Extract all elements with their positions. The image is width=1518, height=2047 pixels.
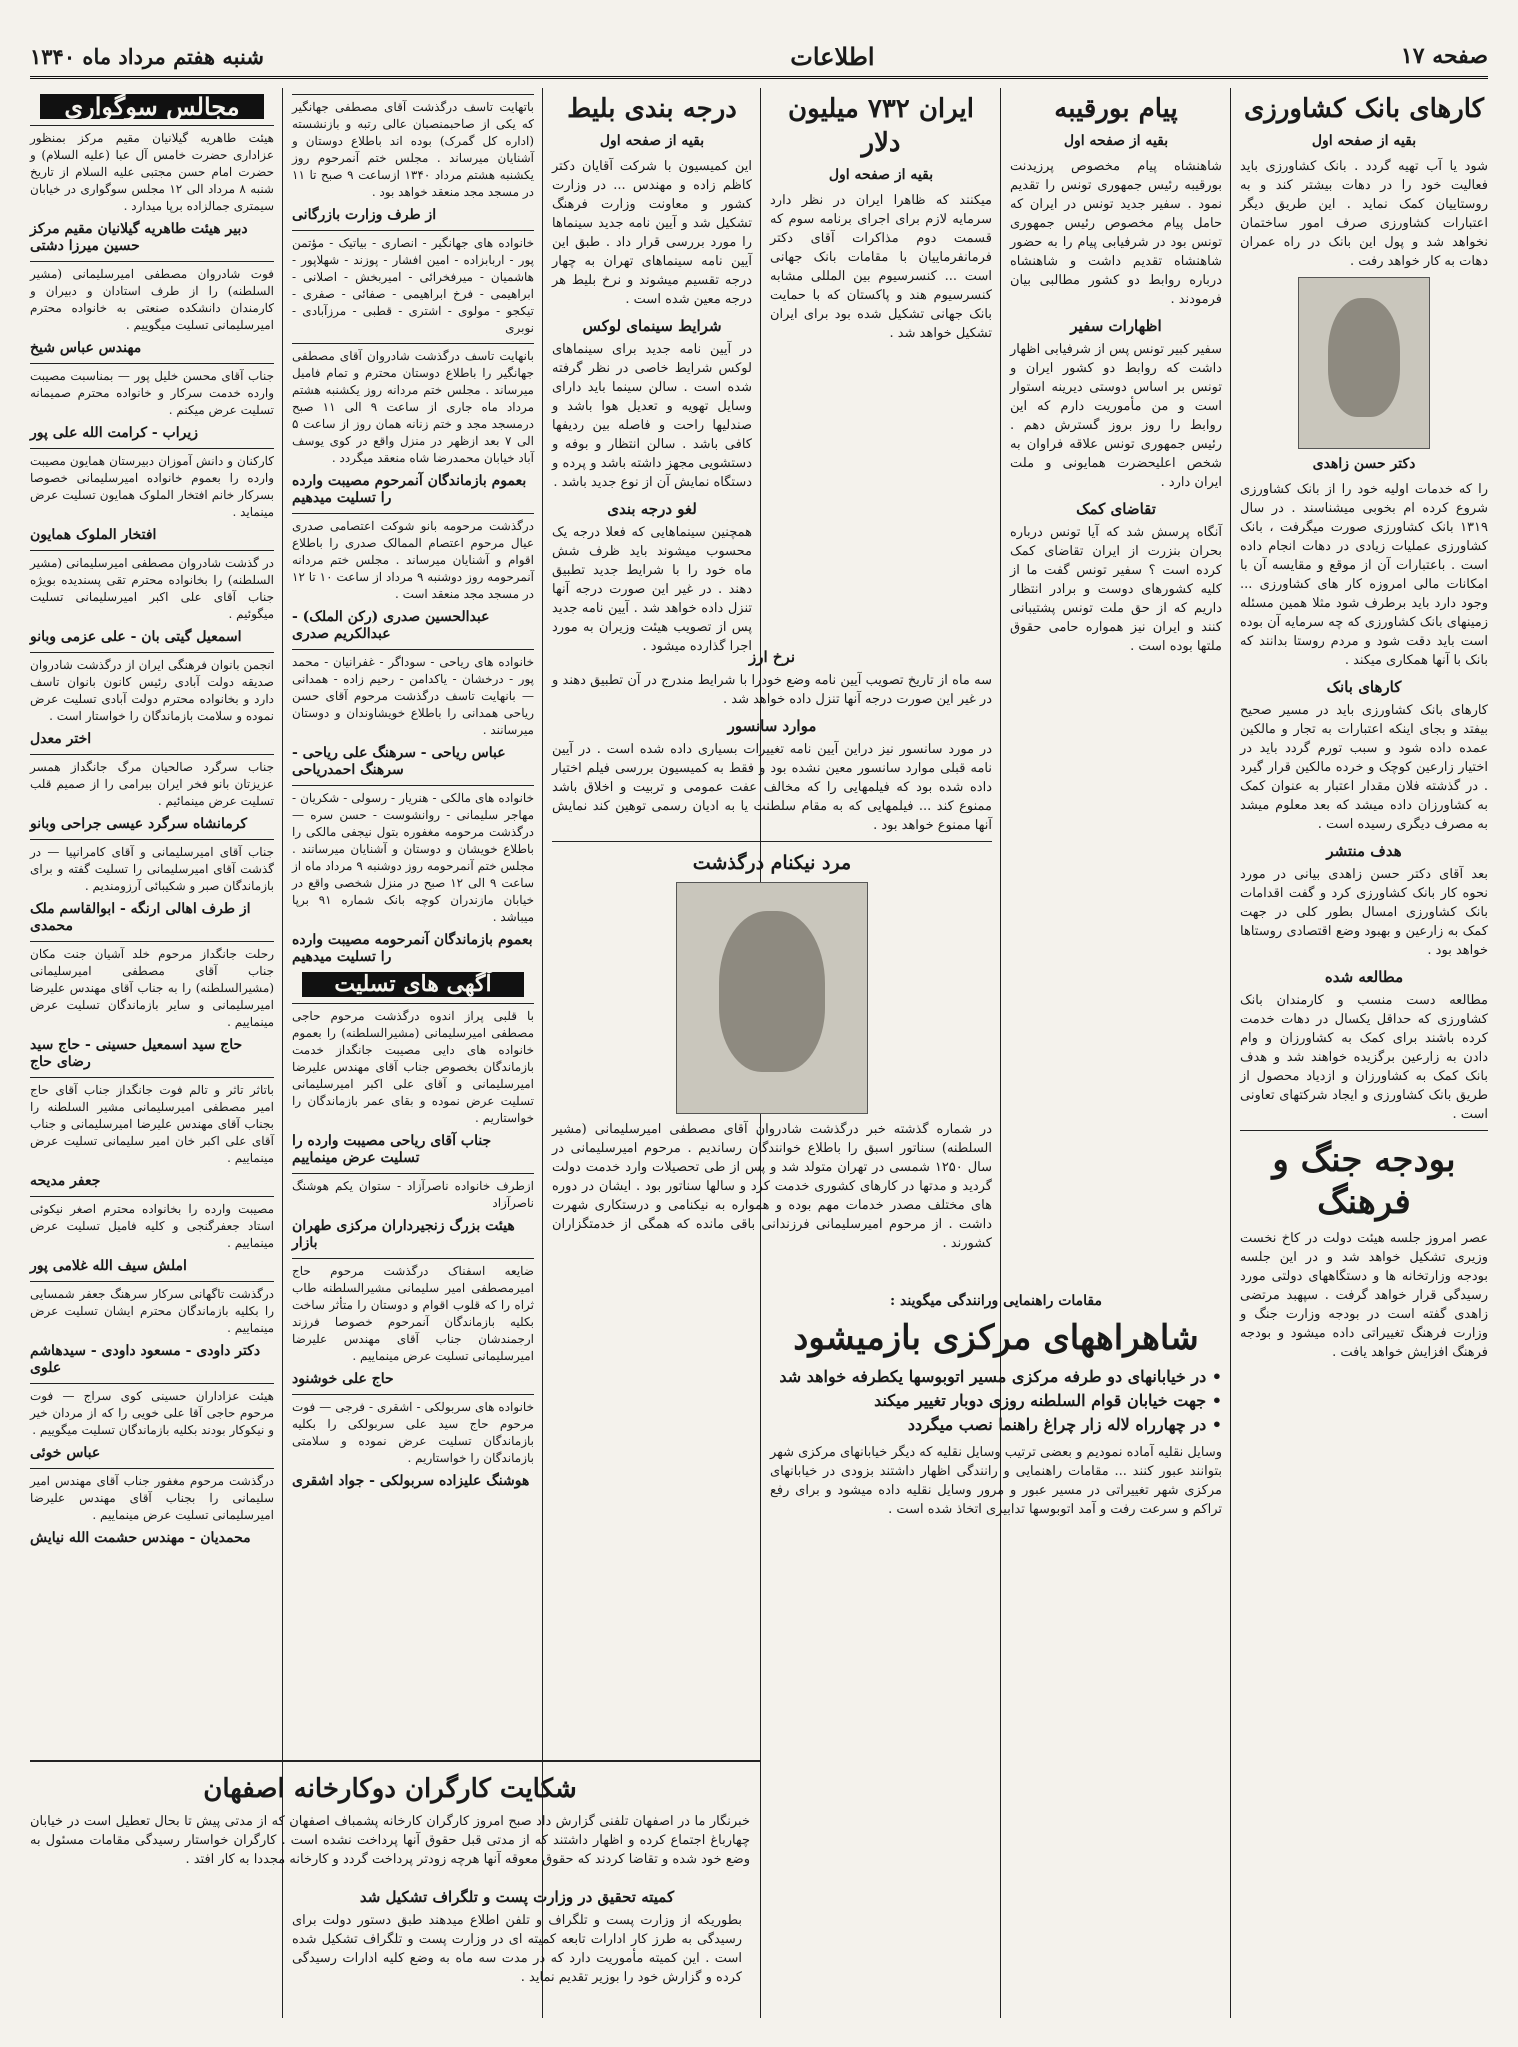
notice-signature: از طرف اهالی ارنگه - ابوالقاسم ملک محمدی: [30, 901, 251, 934]
notice-signature: حاج سید اسمعیل حسینی - حاج سید رضای حاج: [30, 1037, 243, 1070]
notice-text: ضایعه اسفناک درگذشت مرحوم حاج امیرمصطفی امیر سلیمانی مشیرالسلطنه طاب ثراه را که قلوب اقوام و دوستان را متأثر ساخت بکلیه بازماندگان آنمرحوم خصوصا فرزند ارجمندشان جناب آقای مهندس علیرضا امیرسلیمانی تسلیت عرض مینماییم .: [292, 1264, 534, 1363]
notice-text: باتهایت تاسف درگذشت آقای مصطفی جهانگیر که یکی از صاحبمنصبان عالی رتبه و بازنشسته (اداره کل گمرک) بوده اند باطلاع دوستان و آشنایان میرساند . مجلس ختم آنمرحوم روز یکشنبه هشتم مرداد ۱۳۴۰ ازساعت ۹ صبح تا ۱۱ در مسجد مجد منعقد خواهد بود .: [292, 100, 534, 199]
notice-signature: املش سیف الله غلامی پور: [30, 1258, 187, 1274]
notice-signature: هوشنگ علیزاده سربولکی - جواد اشقری: [292, 1473, 530, 1489]
notice-text: جناب آقای محسن خلیل پور — بمناسبت مصیبت وارده خدمت سرکار و خانواده محترم صمیمانه تسلیت عرض میکنم .: [30, 369, 274, 417]
mourning-banner: مجالس سوگواری: [40, 94, 264, 119]
portrait-photo: [1298, 277, 1430, 449]
headline-bourguiba: پیام بورقیبه: [1054, 94, 1178, 124]
headline-budget: بودجه جنگ و فرهنگ: [1272, 1140, 1456, 1222]
article-text: را که خدمات اولیه خود را از بانک کشاورزی شروع کرده ام بخوبی میشناسند . در سال ۱۳۱۹ بانک کشاورزی صورت میگرفت ، بانک کشاورزی عملیات زیادی در دهات انجام داده است . باعتبارات آن از موقع و مقایسه آن با امکانات مالی امروزه کار های کشاورزی ... وجود دارد باید برطرف شود مثلا همین مسئله زمینهای بانک کشاورزی که چه سرمایه آن بوده است باید دقت شود و مردم روستا بدانند که بانک با آنها همکاری میکند .: [1240, 482, 1488, 668]
telegraph-committee-article: [292, 1880, 742, 2020]
notice: [30, 261, 274, 357]
headline-iran-loan: ایران ۷۳۲ میلیون دلار: [788, 94, 974, 158]
article-text: همچنین سینماهایی که فعلا درجه یک محسوب میشوند باید ظرف شش ماه خود را با شرایط جدید تطبیق دهند . در غیر این صورت درجه آنها تنزل داده خواهد شد . آیین نامه جدید پس از تصویب هیئت وزیران به مورد اجرا گذارده میشود .: [552, 525, 752, 654]
traffic-highlight: • در چهارراه لاله زار چراغ راهنما نصب میگردد: [770, 1413, 1222, 1437]
notice-text: انجمن بانوان فرهنگی ایران از درگذشت شادروان صدیقه دولت آبادی رئیس کانون بانوان تاسف دارد و بخانواده محترم دولت آبادی تسلیت عرض نموده و سلامت بازماندگان را خواستار است .: [30, 658, 274, 723]
notice-signature: کرمانشاه سرگرد عیسی جراحی وبانو: [30, 816, 248, 832]
section-divider: [30, 1760, 760, 1762]
headline-traffic: شاهراههای مرکزی بازمیشود: [793, 1318, 1199, 1358]
notice: [292, 649, 534, 779]
notice-text: خانواده های جهانگیر - انصاری - بیاتیک - مؤتمن پور - اربابزاده - امین افشار - پوزند - شهلاپور - هاشمیان - میرفخرائی - امیربخش - اصلانی - ابراهیمی - فرخ ابراهیمی - صفائی - صفری - تیکجو - مولوی - اشتری - قطبی - مرزآبادی - نوبری: [292, 236, 534, 335]
notice: [30, 1281, 274, 1377]
traffic-highlights: [770, 1365, 1222, 1437]
article-text: سه ماه از تاریخ تصویب آیین نامه وضع خودرا با شرایط مندرج در آن تطبیق دهند و در غیر این صورت درجه آنها تنزل داده خواهد شد .: [552, 673, 992, 707]
notice: [292, 1258, 534, 1388]
photo-caption: دکتر حسن زاهدی: [1312, 456, 1416, 472]
headline-isfahan: شکایت کارگران دوکارخانه اصفهان: [203, 1774, 577, 1804]
condolence-banner: آگهی های تسلیت: [302, 972, 524, 997]
notice-signature: عباس خوئی: [30, 1445, 101, 1461]
column-rule: [1230, 88, 1231, 2018]
subhead: شرایط سینمای لوکس: [582, 317, 722, 335]
subhead: نرخ ارز: [748, 648, 795, 666]
notice-signature: دکتر داودی - مسعود داودی - سیدهاشم علوی: [30, 1343, 261, 1376]
headline-telegraph: کمیته تحقیق در وزارت پست و تلگراف تشکیل شد: [359, 1888, 675, 1906]
article-text: در آیین نامه جدید برای سینماهای لوکس شرایط خاصی در نظر گرفته شده است . سالن سینما باید دارای وسایل تهویه و تعدیل هوا باشد و صندلیها راحت و فاصله بین ردیفها کافی باشد . سالن انتظار و بوفه و دستشویی مجهز داشته باشد و پرده و دستگاه نمایش آن از نوع جدید باشد .: [552, 342, 752, 490]
article-text: سفیر کبیر تونس پس از شرفیابی اظهار داشت که روابط دو کشور ایران و تونس بر اساس دوستی دیرینه استوار است و من مأموریت دارم که این روابط را روز بروز گسترش دهم . رئیس جمهوری تونس علاقه فراوان به شخص اعلیحضرت همایونی و ملت ایران دارد .: [1010, 342, 1222, 490]
notice-signature: جعفر مدیحه: [30, 1173, 101, 1189]
notice-text: درگذشت مرحوم مغفور جناب آقای مهندس امیر سلیمانی را بجناب آقای مهندس علیرضا امیرسلیمانی تسلیت عرض مینماییم .: [30, 1474, 274, 1522]
article-text: عصر امروز جلسه هیئت دولت در کاخ نخست وزیری تشکیل خواهد شد و در این جلسه بودجه وزارتخانه ها و دستگاههای دولتی مورد رسیدگی قرار خواهد گرفت . سپهبد مرتضی زاهدی گفته است در بودجه وزارت جنگ و وزارت فرهنگ تغییراتی داده میشود و بودجه فرهنگ افزایش خواهد یافت .: [1240, 1231, 1488, 1360]
article-text: شاهنشاه پیام مخصوص پرزیدنت بورقیبه رئیس جمهوری تونس را تقدیم نمود . سفیر جدید تونس در ایران که حامل پیام مخصوص رئیس جمهوری تونس بود در شرفیابی پیام را به حضور شاهنشاه تقدیم داشت و شاهنشاه درباره روابط دو کشور مطالبی بیان فرمودند .: [1010, 159, 1222, 307]
traffic-highlight: • جهت خیابان قوام السلطنه روزی دوبار تغییر میکند: [770, 1389, 1222, 1413]
column-traffic-article: [770, 1290, 1222, 1850]
notice-text: بانهایت تاسف درگذشت شادروان آقای مصطفی جهانگیر را باطلاع دوستان محترم و تمام فامیل میرساند . مجلس ختم مردانه روز یکشنبه هشتم مرداد ماه جاری از ساعت ۹ الی ۱۱ صبح درمسجد مجد و ختم زنانه همان روز از ساعت ۵ الی ۷ بعد ازظهر در منزل واقع در کوی یوسف آباد خیابان محمدرضا شاه منعقد میگردد .: [292, 349, 535, 465]
notice: [30, 839, 274, 935]
notice-text: خانواده های ریاحی - سوداگر - غفرانیان - محمد پور - درخشان - یاکدامن - رحیم زاده - همدانی — بانهایت تاسف درگذشت مرحوم آقای حسن ریاحی همدانی را باطلاع خویشاوندان و دوستان میرسانند .: [292, 655, 534, 737]
notice-text: خانواده های سربولکی - اشقری - فرجی — فوت مرحوم حاج سید علی سربولکی را بکلیه بازماندگان تسلیت عرض نموده و سلامتی بازماندگان را خواستاریم .: [292, 1400, 534, 1465]
subhead: لغو درجه بندی: [607, 500, 697, 518]
notice: [30, 1077, 274, 1190]
subhead: اظهارات سفیر: [1070, 317, 1162, 335]
notice-text: کارکنان و دانش آموزان دبیرستان همایون مصیبت وارده را بعموم خانواده امیرسلیمانی خصوصا بسرکار خانم افتخار الملوک همایون تسلیت عرض مینماید .: [30, 454, 274, 519]
notice: [30, 1196, 274, 1275]
column-mourning-notices: [30, 88, 274, 1738]
newspaper-name: اطلاعات: [790, 41, 875, 71]
article-text: در شماره گذشته خبر درگذشت شادروان آقای مصطفی امیرسلیمانی (مشیر السلطنه) سناتور اسبق را باطلاع خوانندگان رساندیم . مرحوم امیرسلیمانی در سال ۱۲۵۰ شمسی در تهران متولد شد و پس از طی تحصیلات وارد خدمت دولت گردید و مدتها در کارهای کشوری خدمت کرد و سالها سناتور بود . ایشان در دوره های مختلف مصدر خدمات مهم بوده و همواره به نیکنامی و درستکاری شهرت داشت . از مرحوم امیرسلیمانی فرزندانی باقی مانده که همگی از خدمتگزاران کشورند .: [552, 1122, 992, 1251]
continued-label: بقیه از صفحه اول: [1311, 133, 1417, 149]
article-text: خبرنگار ما در اصفهان تلفنی گزارش داد صبح امروز کارگران کارخانه پشمباف اصفهان که از مدتی پیش تا بحال تعطیل است در خیابان چهارباغ اجتماع کرده و اظهار داشتند که از مدتی قبل حقوق آنها پرداخت نشده است . کارگران خواستار رسیدگی مقامات مسئول به وضع خود شده و تقاضا کردند که حقوق معوقه آنها هرچه زودتر پرداخت گردد و کارخانه مجددا به کار افتد .: [30, 1814, 750, 1867]
notice-signature: محمدیان - مهندس حشمت الله نیایش: [30, 1530, 251, 1546]
notice-signature: افتخار الملوک همایون: [30, 527, 157, 543]
subhead: تقاضای کمک: [1076, 500, 1156, 518]
issue-date: شنبه هفتم مرداد ماه ۱۳۴۰: [30, 43, 264, 69]
notice: [30, 1468, 274, 1547]
continued-label: بقیه از صفحه اول: [828, 167, 934, 183]
article-text: بعد آقای دکتر حسن زاهدی بیانی در مورد نحوه کار بانک کشاورزی کرد و گفت اقدامات بانک کشاورزی امسال بطور کلی در جهت کمک به زارعین و بهبود وضع اقتصادی روستاها خواهد بود .: [1240, 867, 1488, 958]
traffic-highlight: • در خیابانهای دو طرفه مرکزی مسیر اتوبوسها یکطرفه خواهد شد: [770, 1365, 1222, 1389]
column-rule: [542, 88, 543, 2018]
notice: [292, 94, 534, 224]
notice-signature: از طرف وزارت بازرگانی: [292, 207, 437, 223]
notice-text: رحلت جانگداز مرحوم خلد آشیان جنت مکان جناب آقای مصطفی امیرسلیمانی (مشیرالسلطنه) را به جناب آقای مهندس علیرضا امیرسلیمانی و سایر بازماندگان تسلیت عرض مینماییم .: [30, 947, 274, 1029]
subhead: موارد سانسور: [727, 717, 817, 735]
notice-signature: هیئت بزرگ زنجیرداران مرکزی طهران بازار: [292, 1218, 515, 1251]
article-text: آنگاه پرسش شد که آیا تونس درباره بحران بنزرت از ایران تقاضای کمک کرده است ؟ سفیر تونس گفت ما از کلیه کشورهای دوست و برادر انتظار داریم که از حق ملت تونس پشتیبانی کنند و ایران نیز همواره حامی حقوق ملتها بوده است .: [1010, 525, 1222, 654]
column-cinema-article: [552, 88, 752, 654]
subhead: هدف منتشر: [1326, 842, 1402, 860]
notice: [292, 230, 534, 337]
subhead: مطالعه شده: [1324, 968, 1404, 986]
headline-obituary: مرد نیکنام درگذشت: [692, 852, 852, 874]
masthead: [30, 36, 1488, 79]
notice-text: باتاثر تاثر و تالم فوت جانگداز جناب آقای حاج امیر مصطفی امیرسلیمانی مشیر السلطنه را بجناب آقای مهندس علیرضا امیرسلیمانی و جناب آقای علی اکبر خان امیر سلیمانی تسلیت عرض مینماییم .: [30, 1083, 274, 1165]
notice: [30, 652, 274, 748]
column-censorship-obituary: [552, 640, 992, 1280]
article-text: مطالعه دست منسب و کارمندان بانک کشاورزی که حداقل یکسال در دهات خدمت کرده باشند برای کمک به کشاورزان و وام دادن به زارعین برگزیده خواهند شد و هدف بانک کمک به کشاورزان و ازدیاد محصول از طریق بانک کشاورزی و ایجاد شرکتهای تعاونی است .: [1240, 993, 1488, 1122]
notice-text: درگذشت تاگهانی سرکار سرهنگ جعفر شمسایی را بکلیه بازماندگان محترم ایشان تسلیت عرض مینماییم .: [30, 1287, 274, 1335]
continued-label: بقیه از صفحه اول: [599, 133, 705, 149]
notice-signature: دبیر هیئت طاهریه گیلانیان مقیم مرکز حسین میرزا دشتی: [30, 221, 248, 254]
notice: [30, 754, 274, 833]
notice: [292, 1003, 534, 1167]
notice-signature: مهندس عباس شیخ: [30, 340, 142, 356]
notice: [292, 343, 534, 507]
notice-text: ازطرف خانواده ناصرآزاد - ستوان یکم هوشنگ ناصرآزاد: [292, 1179, 534, 1210]
subhead: کارهای بانک: [1326, 678, 1402, 696]
headline-cinema: درجه بندی بلیط: [567, 94, 737, 124]
column-family-notices: [292, 88, 534, 1738]
page-number: صفحه ۱۷: [1400, 43, 1488, 69]
notice-signature: اختر معدل: [30, 731, 92, 747]
traffic-kicker: مقامات راهنمایی ورانندگی میگویند :: [889, 1293, 1102, 1309]
notice-signature: حاج علی خوشنود: [292, 1371, 394, 1387]
notice-signature: عباس ریاحی - سرهنگ علی ریاحی - سرهنگ احمدریاحی: [292, 745, 506, 778]
column-bank-article: [1240, 88, 1488, 1918]
notice: [30, 125, 274, 255]
notice: [30, 941, 274, 1071]
notice: [30, 448, 274, 544]
notice: [292, 1394, 534, 1490]
notice-text: هیئت عزاداران حسینی کوی سراج — فوت مرحوم حاجی آقا علی خویی را که از مردان خیر و نیکوکار بودند بکلیه بازماندگان تسلیت میگوییم .: [30, 1389, 274, 1437]
notice: [30, 550, 274, 646]
notice-signature: زیراب - کرامت الله علی پور: [30, 425, 198, 441]
notice-text: جناب آقای امیرسلیمانی و آقای کامرانپیا — در گذشت آقای امیرسلیمانی را تسلیت گفته و برای بازماندگان صبر و شکیبائی آرزومندیم .: [30, 845, 274, 893]
notice-signature: جناب آقای ریاحی مصیبت وارده را تسلیت عرض مینماییم: [292, 1133, 492, 1166]
notice-text: مصیبت وارده را بخانواده محترم اصغر نیکوئی استاد جعفرگنجی و کلیه فامیل تسلیت عرض مینماییم .: [30, 1202, 274, 1250]
notice: [292, 1173, 534, 1252]
headline-bank: کارهای بانک کشاورزی: [1243, 94, 1485, 124]
notice: [30, 1383, 274, 1462]
article-text: کارهای بانک کشاورزی باید در مسیر صحیح بیفتد و بجای اینکه اعتبارات به تجار و مالکین عمده داده شود و سبب تورم گردد باید در اختیار زارعین کوچک و خرده مالکین قرار گیرد . در گذشته فلان مقدار اعتبار به عنوان کمک به کشاورزان داده میشد که بعد معلوم میشد به مصرف دیگری رسیده است .: [1240, 703, 1488, 832]
article-text: در مورد سانسور نیز دراین آیین نامه تغییرات بسیاری داده شده است . در آیین نامه قبلی موارد سانسور معین نشده بود و فقط به کمیسیون بررسی فیلم اختیار داده شده بود که فیلمهایی را که مخالف عفت عمومی و تربیت و اخلاق باشد ممنوع کند ... فیلمهایی که به مقام سلطنت یا به ادیان رسمی توهین کند نمایش آنها ممنوع خواهد بود .: [552, 742, 992, 833]
column-rule: [282, 88, 283, 2018]
notice-text: هیئت طاهریه گیلانیان مقیم مرکز بمنظور عزاداری حضرت خامس آل عبا (علیه السلام) و حضرت امام حسن مجتبی علیه السلام از تاریخ شنبه ۸ مرداد الی ۱۲ مجلس سوگواری در خیابان سیمتری جمالزاده برپا میدارد .: [30, 131, 274, 213]
notice-signature: بعموم بازماندگان آنمرحوم مصیبت وارده را تسلیت میدهیم: [292, 473, 527, 506]
continued-label: بقیه از صفحه اول: [1063, 133, 1169, 149]
article-text: این کمیسیون با شرکت آقایان دکتر کاظم زاده و مهندس ... در وزارت کشور و معاونت وزارت فرهنگ تشکیل شد و آیین نامه جدید سینماها را مورد بررسی قرار داد . طبق این آیین نامه سینماهای تهران به چهار درجه تقسیم میشوند و نرخ بلیط هر درجه معین شده است .: [552, 159, 752, 307]
article-text: میکنند که ظاهرا ایران در نظر دارد سرمایه لازم برای اجرای برنامه سوم که قسمت دوم مذاکرات آقای دکتر فرمانفرماییان با مقامات بانک جهانی است ... کنسرسیوم بین المللی مشابه کنسرسیوم هند و پاکستان که با حمایت بانک جهانی تشکیل شده بود برای ایران تشکیل خواهد شد .: [770, 193, 992, 341]
notice: [292, 513, 534, 643]
notice: [292, 785, 534, 966]
obituary-photo: [676, 882, 868, 1114]
notice: [30, 363, 274, 442]
notice-text: جناب سرگرد صالحیان مرگ جانگداز همسر عزیزتان بانو فخر ایران بیرامی را از صمیم قلب تسلیت عرض مینمائیم .: [30, 760, 274, 808]
notice-text: خانواده های مالکی - هنریار - رسولی - شکریان - مهاجر سلیمانی - روانشوست - حسن سره — درگذشت مرحومه مغفوره بتول نیجفی مالکی را باطلاع خویشان و دوستان و آشنایان میرسانند . مجلس ختم آنمرحومه روز دوشنبه ۹ مرداد ماه از ساعت ۹ الی ۱۲ صبح در منزل شخصی واقع در خیابان مازندران کوچه بانک شماره ۹۱ برپا میباشد .: [292, 791, 535, 924]
notice-text: در گذشت شادروان مصطفی امیرسلیمانی (مشیر السلطنه) را بخانواده محترم تقی پسندیده بویژه جناب آقای علی اکبر امیرسلیمانی تسلیت میگوئیم .: [30, 556, 274, 621]
article-text: بطوریکه از وزارت پست و تلگراف و تلفن اطلاع میدهند طبق دستور دولت برای رسیدگی به طرز کار ادارات تابعه کمیته ای در وزارت پست و تلگراف تشکیل شده است . این کمیته مأموریت دارد که در مدت سه ماه به وضع کلیه ادارات رسیدگی کرده و گزارش خود را بوزیر تقدیم نماید .: [292, 1913, 742, 1985]
notice-text: با قلبی پراز اندوه درگذشت مرحوم حاجی مصطفی امیرسلیمانی (مشیرالسلطنه) را بعموم خانواده های دایی مصیبت جانگداز خدمت بازماندگان بخصوص جناب آقای مهندس علیرضا امیرسلیمانی و آقای علی اکبر امیرسلیمانی تسلیت عرض نموده و بقای عمر بازماندگان را خواستاریم .: [292, 1009, 534, 1125]
notice-text: فوت شادروان مصطفی امیرسلیمانی (مشیر السلطنه) را از طرف استادان و دبیران و کارمندان دانشکده صنعتی به خانواده محترم امیرسلیمانی تسلیت میگوییم .: [30, 267, 274, 332]
notice-signature: اسمعیل گیتی بان - علی عزمی وبانو: [30, 629, 242, 645]
notice-signature: بعموم بازماندگان آنمرحومه مصیبت وارده را تسلیت میدهیم: [292, 932, 533, 965]
notice-text: درگذشت مرحومه بانو شوکت اعتصامی صدری عیال مرحوم اعتصام الممالک صدری را باطلاع اقوام و آشنایان میرساند . مجلس ختم مردانه آنمرحومه روز دوشنبه ۹ مرداد از ساعت ۱۰ تا ۱۲ در مسجد مجد منعقد است .: [292, 519, 534, 601]
notice-signature: عبدالحسین صدری (رکن الملک) - عبدالکریم صدری: [292, 609, 490, 642]
article-text: شود یا آب تهیه گردد . بانک کشاورزی باید فعالیت خود را در دهات بیشتر کند و به روستاییان کمک نماید . این طریق دیگر اعتبارات کشاورزی صرف امور ساختمان نخواهد شد و پول این بانک در راه عمران دهات به کار خواهد رفت .: [1240, 159, 1488, 269]
article-text: وسایل نقلیه آماده نمودیم و بعضی ترتیب وسایل نقلیه که دیگر خیابانهای مرکزی شهر بتوانند عبور کنند ... مقامات راهنمایی و رانندگی اظهار داشتند بزودی در خیابانهای مرکزی شهر تغییراتی در مسیر عبور و مرور وسایل نقلیه داده میشود و برای رفع تراکم و سرعت رفت و آمد اتوبوسها تدابیری اتخاذ شده است .: [769, 1445, 1222, 1517]
column-bourguiba-article: [1010, 88, 1222, 1168]
